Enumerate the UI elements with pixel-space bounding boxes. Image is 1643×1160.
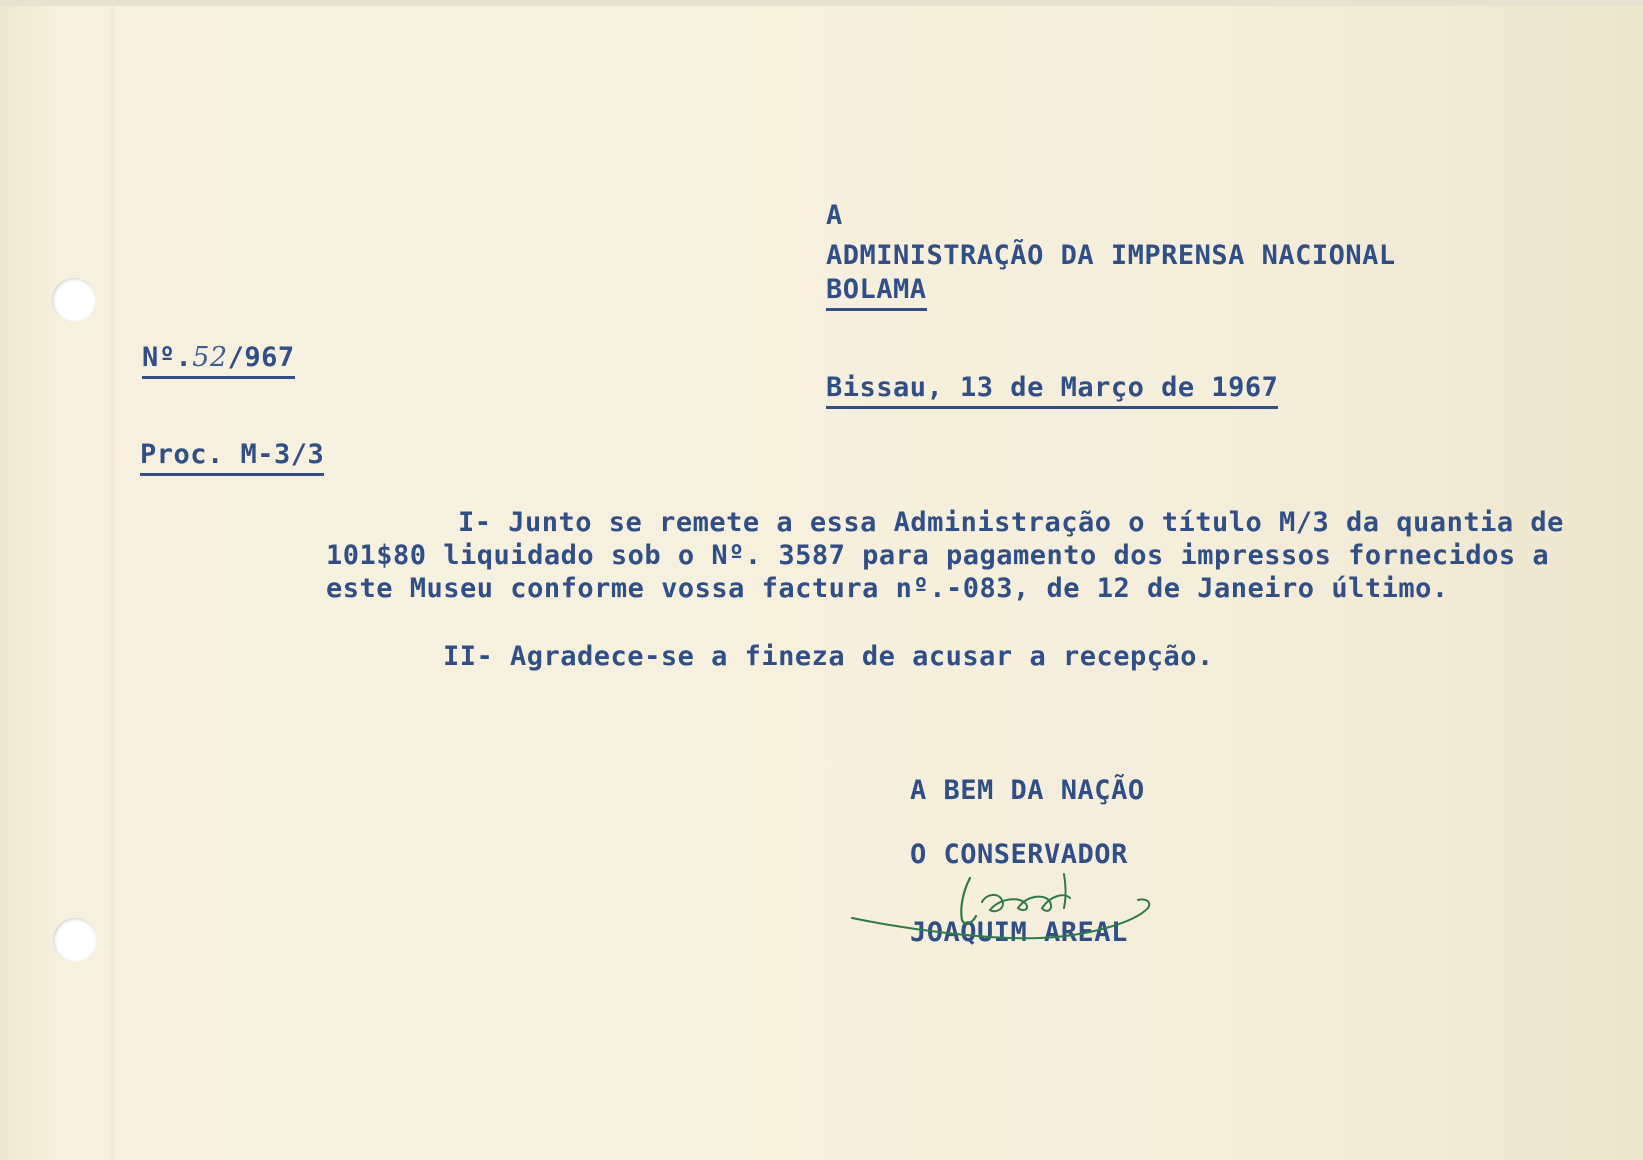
reference-number (142, 341, 295, 379)
number-prefix: Nº. (142, 342, 193, 373)
place-date: Bissau, 13 de Março de 1967 (826, 371, 1278, 409)
signatory-name: JOAQUIM AREAL (910, 917, 1128, 948)
punch-hole-bottom (53, 918, 97, 962)
to-prefix: A (826, 200, 843, 231)
recipient-line1: ADMINISTRAÇÃO DA IMPRENSA NACIONAL (826, 240, 1396, 271)
closing-formula: A BEM DA NAÇÃO (910, 775, 1145, 806)
number-suffix: /967 (227, 342, 295, 373)
paragraph1-line2: 101$80 liquidado sob o Nº. 3587 para pagamento dos impressos fornecidos a (326, 540, 1550, 571)
number-handwritten: 52 (192, 342, 228, 373)
handwritten-signature (850, 868, 1160, 958)
signatory-title: O CONSERVADOR (910, 839, 1128, 870)
proc-reference: Proc. M-3/3 (140, 438, 324, 476)
paper-fold (110, 6, 116, 1160)
document-page (0, 6, 1643, 1160)
recipient-line2: BOLAMA (826, 273, 927, 311)
paragraph2: II- Agradece-se a fineza de acusar a recepção. (443, 641, 1214, 672)
punch-hole-top (52, 278, 96, 322)
paragraph1-line3: este Museu conforme vossa factura nº.-083, de 12 de Janeiro último. (326, 573, 1449, 604)
paragraph1-line1: I- Junto se remete a essa Administração o título M/3 da quantia de (458, 507, 1564, 538)
